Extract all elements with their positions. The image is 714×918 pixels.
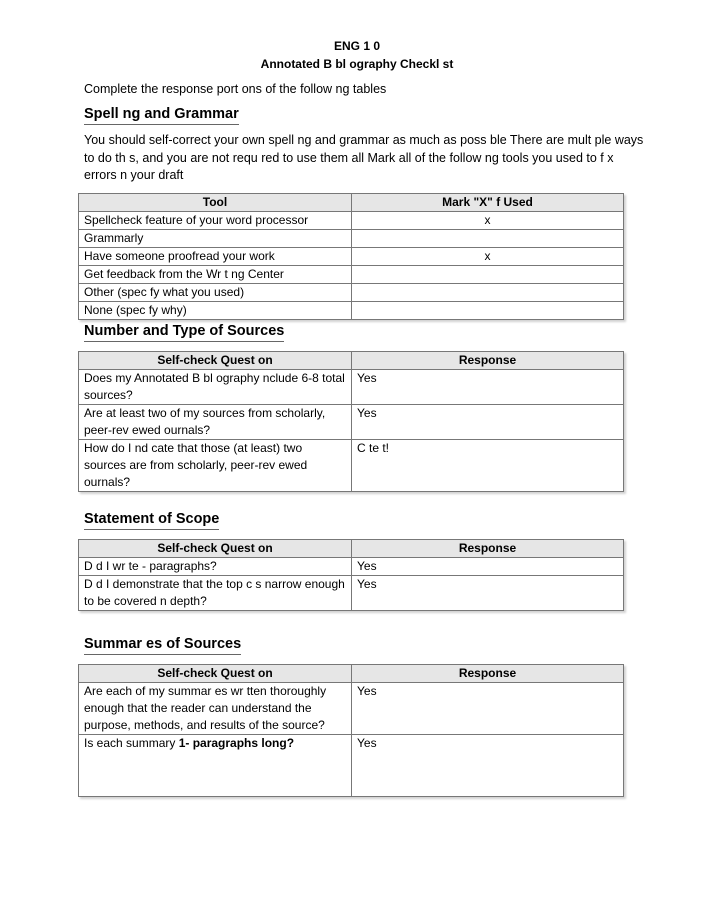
question-cell: Does my Annotated B bl ography nclude 6-8 total sources?: [79, 370, 352, 405]
spelling-paragraph: You should self-correct your own spell ng and grammar as much as poss ble There are mult ple ways to do th s, and you are not requ red to use them all Mark all of the follow ng tools you used to f x errors n your draft: [84, 133, 644, 182]
table-row: [79, 266, 624, 284]
response-cell[interactable]: Yes: [352, 370, 624, 405]
question-cell: Are each of my summar es wr tten thoroughly enough that the reader can understand the purpose, methods, and results of the source?: [79, 683, 352, 735]
question-cell: [79, 735, 352, 797]
section-title-scope: Statement of Scope: [84, 511, 219, 530]
section-title-spelling: Spell ng and Grammar: [84, 106, 239, 125]
column-header: Response: [352, 665, 624, 683]
table-row: [79, 735, 624, 797]
tool-cell: Other (spec fy what you used): [79, 284, 352, 302]
table-header-row: [79, 194, 624, 212]
intro-text: Complete the response port ons of the follow ng tables: [84, 82, 387, 96]
response-cell[interactable]: Yes: [352, 405, 624, 440]
section-title-sources: Number and Type of Sources: [84, 323, 284, 342]
tool-cell: Spellcheck feature of your word processor: [79, 212, 352, 230]
table-row: [79, 302, 624, 320]
question-cell: D d I demonstrate that the top c s narrow enough to be covered n depth?: [79, 576, 352, 611]
question-text: Is each summary: [84, 736, 179, 750]
section-title-summaries: Summar es of Sources: [84, 636, 241, 655]
tools-table: [78, 193, 624, 320]
course-code: ENG 1 0: [333, 39, 381, 53]
tool-cell: None (spec fy why): [79, 302, 352, 320]
mark-cell[interactable]: x: [352, 212, 624, 230]
table-row: [79, 440, 624, 492]
mark-cell[interactable]: [352, 302, 624, 320]
mark-cell[interactable]: x: [352, 248, 624, 266]
response-cell[interactable]: Yes: [352, 558, 624, 576]
table-row: [79, 284, 624, 302]
column-header: Self-check Quest on: [79, 540, 352, 558]
table-row: [79, 683, 624, 735]
scope-table: [78, 539, 624, 611]
summaries-table: [78, 664, 624, 797]
column-header: Mark "X" f Used: [352, 194, 624, 212]
table-row: [79, 558, 624, 576]
table-header-row: [79, 540, 624, 558]
response-cell[interactable]: Yes: [352, 735, 624, 797]
mark-cell[interactable]: [352, 230, 624, 248]
question-cell: D d I wr te - paragraphs?: [79, 558, 352, 576]
tool-cell: Have someone proofread your work: [79, 248, 352, 266]
table-header-row: [79, 665, 624, 683]
column-header: Self-check Quest on: [79, 352, 352, 370]
response-cell[interactable]: Yes: [352, 683, 624, 735]
column-header: Self-check Quest on: [79, 665, 352, 683]
tool-cell: Get feedback from the Wr t ng Center: [79, 266, 352, 284]
table-row: [79, 212, 624, 230]
response-cell[interactable]: C te t!: [352, 440, 624, 492]
table-row: [79, 405, 624, 440]
column-header: Tool: [79, 194, 352, 212]
question-cell: Are at least two of my sources from scholarly, peer-rev ewed ournals?: [79, 405, 352, 440]
table-row: [79, 576, 624, 611]
response-cell[interactable]: Yes: [352, 576, 624, 611]
table-row: [79, 248, 624, 266]
sources-table: [78, 351, 624, 492]
table-row: [79, 230, 624, 248]
document-title: Annotated B bl ography Checkl st: [260, 57, 454, 71]
question-emphasis: 1- paragraphs long?: [178, 736, 295, 750]
column-header: Response: [352, 352, 624, 370]
question-cell: How do I nd cate that those (at least) two sources are from scholarly, peer-rev ewed ournals?: [79, 440, 352, 492]
table-row: [79, 370, 624, 405]
table-header-row: [79, 352, 624, 370]
mark-cell[interactable]: [352, 284, 624, 302]
column-header: Response: [352, 540, 624, 558]
mark-cell[interactable]: [352, 266, 624, 284]
tool-cell: Grammarly: [79, 230, 352, 248]
